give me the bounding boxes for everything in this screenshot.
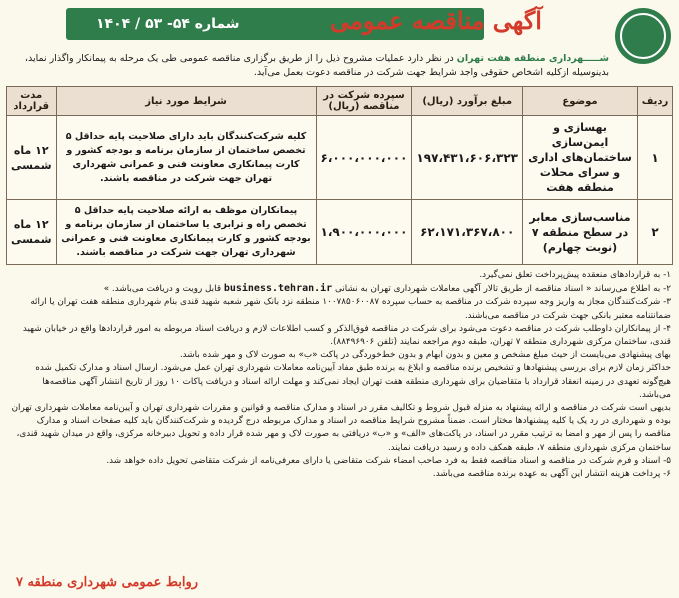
row-deposit: ۶،۰۰۰،۰۰۰،۰۰۰: [316, 116, 412, 200]
notice-title: آگهی مناقصه عمومی: [330, 6, 542, 35]
row-subject: بهسازی و ایمن‌سازی ساختمان‌های اداری و سرای محلات منطقه هفت: [523, 116, 638, 200]
tender-table: [6, 86, 673, 265]
municipality-logo-icon: [615, 8, 671, 64]
intro-paragraph: [6, 52, 609, 80]
table-row: [7, 200, 673, 265]
header-conditions: شرایط مورد نیاز: [56, 87, 316, 116]
row-conditions: پیمانکاران موظف به ارائه صلاحیت پایه حداقل ۵ تخصص راه و ترابری یا ساختمان از سازمان برنامه و بودجه کشور و کارت پیمانکاری معاونت فنی و عمرانی شهرداری تهران جهت شرکت در مناقصه باشند.: [56, 200, 316, 265]
header-row-number: ردیف: [638, 87, 673, 116]
row-duration: ۱۲ ماه شمسی: [7, 200, 57, 265]
note-9: ۶- پرداخت هزینه انتشار این آگهی به عهده برنده مناقصه می‌باشد.: [432, 469, 671, 480]
table-row: [7, 116, 673, 200]
row-estimate: ۶۲،۱۷۱،۳۶۷،۸۰۰: [412, 200, 523, 265]
header-duration: مدت قرارداد: [7, 87, 57, 116]
organization-name: شـــــهرداری منطقه هفت تهران: [456, 53, 609, 64]
note-2-text-b: قابل رویت و دریافت می‌باشد. »: [103, 284, 224, 295]
note-7: بدیهی است شرکت در مناقصه و ارائه پیشنهاد به منزله قبول شروط و تکالیف مقرر در اسناد و مدارک مناقصه و قوانین و مقررات شهرداری تهران و آیین‌نامه معاملات شهرداری تهران بوده و شهرداری در رد یک یا کلیه پیشنهادها مختار است. ضمناً مشروح شرایط مناقصه در اسناد و مدارک مربوطه درج گردیده و شرکت‌کنندگان باید کلیه صفحات اسناد و مدارک مناقصه را پس از مهر و امضا به ترتیب مقرر در اسناد، در پاکت‌های «الف» و «ب» دریافتی به صورت لاک و مهر شده قرار داده و تحویل دبیرخانه مرکزی، واقع در میدان شهید قندی، ساختمان مرکزی شهرداری منطقه ۷، طبقه همکف داده و رسید دریافت نمایند.: [11, 403, 671, 453]
row-duration: ۱۲ ماه شمسی: [7, 116, 57, 200]
note-1: ۱- به قراردادهای منعقده پیش‌پرداخت تعلق نمی‌گیرد.: [479, 270, 671, 280]
row-estimate: ۱۹۷،۴۳۱،۶۰۶،۳۲۳: [412, 116, 523, 200]
note-5: بهای پیشنهادی می‌بایست از حیث مبلغ مشخص و معین و بدون ابهام و بدون خط‌خوردگی در پاکت «ب» به صورت لاک و مهر شده باشد.: [179, 350, 671, 361]
note-4: ۴- از پیمانکاران داوطلب شرکت در مناقصه دعوت می‌شود برای شرکت در مناقصه فوق‌الذکر و کسب اطلاعات لازم و دریافت اسناد مربوطه به امور قراردادها واقع در خیابان شهید قندی، ساختمان مرکزی شهرداری منطقه ۷ تهران، طبقه دوم مراجعه نمایند (تلفن ۸۸۴۹۶۹۰۶).: [22, 323, 671, 348]
header-estimate: مبلغ برآورد (ریال): [412, 87, 523, 116]
note-6: حداکثر زمان لازم برای بررسی پیشنهادها و تشخیص برنده مناقصه و ابلاغ به برنده طبق مفاد آیین‌نامه معاملات شهرداری تهران عمل می‌شود. ارسال اسناد و مدارک تکمیل شده هیچ‌گونه تعهدی در زمینه انعقاد قرارداد با متقاضیان برای شهرداری منطقه هفت تهران ایجاد نمی‌کند و مهلت ارائه اسناد و دریافت پاکات ۱۰ روز از تاریخ انتشار آگهی مناقصه‌ها می‌باشد.: [35, 363, 671, 400]
note-3: ۳- شرکت‌کنندگان مجاز به واریز وجه سپرده شرکت در مناقصه به حساب سپرده ۱۰۰۷۸۵۰۶۰۰۸۷ منطقه نزد بانک شهر شعبه شهید قندی بنام شهرداری منطقه هفت تهران یا ارائه ضمانتنامه معتبر بانکی جهت شرکت در مناقصه می‌باشند.: [30, 297, 671, 321]
issue-number: شماره ۵۴- ۵۳ / ۱۴۰۴: [96, 16, 240, 32]
header-subject: موضوع: [523, 87, 638, 116]
note-2: [8, 282, 671, 296]
notes-section: [6, 269, 673, 481]
row-number: ۲: [638, 200, 673, 265]
business-url-link[interactable]: business.tehran.ir: [223, 283, 333, 295]
header-deposit: سپرده شرکت در مناقصه (ریال): [316, 87, 412, 116]
note-8: ۵- اسناد و فرم شرکت در مناقصه و اسناد مناقصه فقط به فرد صاحب امضاء شرکت متقاضی یا دارای معرفی‌نامه از شرکت متقاضی تحویل داده خواهد شد.: [106, 455, 671, 466]
row-number: ۱: [638, 116, 673, 200]
row-deposit: ۱،۹۰۰،۰۰۰،۰۰۰: [316, 200, 412, 265]
table-header-row: [7, 87, 673, 116]
row-subject: مناسب‌سازی معابر در سطح منطقه ۷ (نوبت چهارم): [523, 200, 638, 265]
header: [6, 4, 673, 44]
note-2-text-a: ۲- به اطلاع می‌رساند « اسناد مناقصه از طریق تالار آگهی معاملات شهرداری تهران به نشانی: [332, 284, 671, 295]
logo-ring: [620, 13, 666, 59]
intro-text: در نظر دارد عملیات مشروح ذیل را از طریق برگزاری مناقصه عمومی طی یک مرحله به پیمانکار واگذار نماید، بدینوسیله ازکلیه اشخاص حقوقی واجد شرایط جهت شرکت در مناقصه دعوت بعمل می‌آید.: [24, 53, 609, 78]
row-conditions: کلیه شرکت‌کنندگان باید دارای صلاحیت پایه حداقل ۵ تخصص ساختمان از سازمان برنامه و بودجه کشور و کارت پیمانکاری معاونت فنی و عمرانی شهرداری تهران جهت شرکت در مناقصه باشند.: [56, 116, 316, 200]
public-relations-signature: روابط عمومی شهرداری منطقه ۷: [16, 575, 199, 590]
